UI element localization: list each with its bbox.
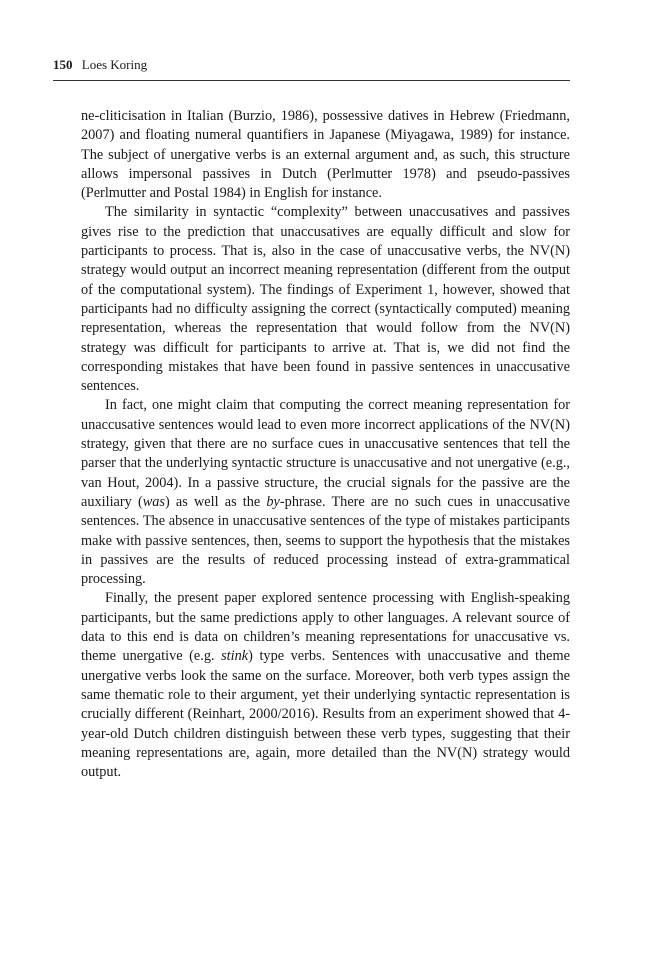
running-head	[53, 56, 570, 81]
body-text	[81, 107, 570, 782]
text-span: In fact, one might claim that computing the correct meaning representation for unaccusative sentences would lead to even more incorrect applications of the NV(N) strategy, given that there are no surface cues in unaccusative sentences that tell the parser that the underlying syntactic structure is unaccusative and not unergative (e.g., van Hout, 2004). In a passive structure, the crucial signals for the passive are the auxiliary (	[81, 397, 570, 510]
italic-term-by: by	[266, 493, 280, 510]
text-span: ne-cliticisation in Italian (Burzio, 1986), possessive datives in Hebrew (Friedmann, 2007) and floating numeral quantifiers in Japanese (Miyagawa, 1989) for instance. The subject of unergative verbs is an external argument and, as such, this structure allows impersonal passives in Dutch (Perlmutter 1978) and pseudo-passives (Perlmutter and Postal 1984) in English for instance.	[81, 108, 570, 202]
text-span: -phrase. There are no such cues in unaccusative sentences. The absence in unaccusative sentences of the type of mistakes participants make with passive sentences, then, seems to support the hypothesis that the mistakes in passives are the results of reduced processing instead of extra-grammatical processing.	[81, 493, 570, 588]
paragraph-3	[81, 396, 570, 589]
italic-term-stink: stink	[221, 648, 249, 665]
text-span: ) as well as the	[164, 493, 267, 510]
text-span: ) type verbs. Sentences with unaccusative and theme unergative verbs look the same on the surface. Moreover, both verb types assign the same thematic role to their argument, yet their underlying syntactic representation is crucially different (Reinhart, 2000/2016). Results from an experiment showed that 4-year-old Dutch children distinguish between these verb types, suggesting that their meaning representations are, again, more detailed than the NV(N) strategy would output.	[81, 648, 570, 781]
page-number: 150	[53, 57, 73, 72]
paragraph-2	[81, 203, 570, 396]
paragraph-1	[81, 107, 570, 203]
paragraph-4	[81, 589, 570, 782]
text-span: The similarity in syntactic “complexity” between unaccusatives and passives gives rise to the prediction that unaccusatives are equally difficult and slow for participants to process. That is, also in the case of unaccusative verbs, the NV(N) strategy would output an incorrect meaning representation (different from the output of the computational system). The findings of Experiment 1, however, showed that participants had no difficulty assigning the correct (syntactically computed) meaning representation, whereas the representation that would follow from the NV(N) strategy was difficult for participants to arrive at. That is, we did not find the corresponding mistakes that have been found in passive sentences in unaccusative sentences.	[81, 204, 570, 395]
italic-term-was: was	[142, 493, 165, 510]
running-head-author: Loes Koring	[81, 57, 148, 72]
text-span: Finally, the present paper explored sentence processing with English-speaking participants, but the same predictions apply to other languages. A relevant source of data to this end is data on children’s meaning representations for unaccusative vs. theme unergative (e.g.	[81, 590, 570, 665]
